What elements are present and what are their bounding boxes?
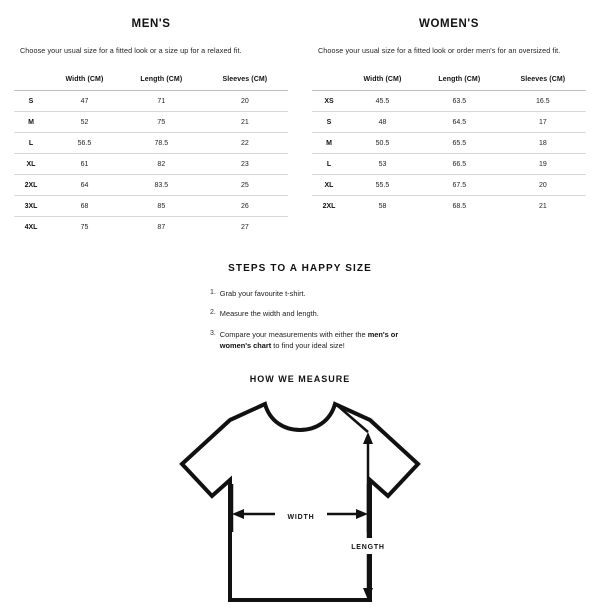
sleeves-value: 22: [202, 133, 288, 154]
width-value: 52: [48, 112, 121, 133]
width-arrow-head-right: [356, 509, 368, 519]
size-label: XS: [312, 91, 346, 112]
steps-section: [0, 263, 600, 359]
shirt-diagram-holder: [0, 392, 600, 607]
mens-description: Choose your usual size for a fitted look or a size up for a relaxed fit.: [20, 46, 242, 55]
sleeves-value: 21: [500, 196, 586, 217]
size-label: S: [312, 112, 346, 133]
size-label: L: [312, 154, 346, 175]
womens-header-sleeves: Sleeves (CM): [520, 76, 566, 84]
womens-table: [312, 71, 586, 216]
width-value: 55.5: [346, 175, 419, 196]
length-value: 64.5: [419, 112, 500, 133]
measure-title: HOW WE MEASURE: [249, 373, 351, 384]
sleeves-value: 26: [202, 196, 288, 217]
sleeves-value: 16.5: [500, 91, 586, 112]
list-item: [202, 288, 398, 299]
mens-title: MEN'S: [131, 18, 171, 30]
table-row: [14, 112, 288, 133]
length-value: 82: [121, 154, 202, 175]
table-header-row: [14, 71, 288, 91]
size-label: L: [14, 133, 48, 154]
width-value: 50.5: [346, 133, 419, 154]
sleeves-value: 17: [500, 112, 586, 133]
width-value: 61: [48, 154, 121, 175]
mens-header-sleeves: Sleeves (CM): [222, 76, 268, 84]
length-value: 66.5: [419, 154, 500, 175]
step-text-before: Compare your measurements with either the: [219, 329, 368, 339]
length-arrow-head-top: [363, 432, 373, 444]
length-value: 87: [121, 217, 202, 238]
length-value: 75: [121, 112, 202, 133]
length-label: LENGTH: [351, 543, 385, 551]
steps-list: [202, 288, 398, 359]
mens-header-size: [14, 71, 48, 91]
sleeves-value: 23: [202, 154, 288, 175]
length-value: 65.5: [419, 133, 500, 154]
mens-chart-link[interactable]: men's or: [367, 329, 399, 339]
sleeves-value: 20: [500, 175, 586, 196]
mens-size-chart: [14, 18, 288, 237]
width-arrow-head-left: [232, 509, 244, 519]
steps-title: STEPS TO A HAPPY SIZE: [228, 263, 372, 275]
womens-chart-link[interactable]: women's chart: [219, 340, 272, 350]
tshirt-outline: [182, 404, 418, 600]
list-item: [202, 329, 398, 351]
step-number: 1.: [209, 289, 216, 297]
size-label: 4XL: [14, 217, 48, 238]
size-charts: [0, 18, 600, 237]
width-value: 48: [346, 112, 419, 133]
size-label: 2XL: [14, 175, 48, 196]
length-value: 63.5: [419, 91, 500, 112]
step-text: Grab your favourite t-shirt.: [219, 289, 306, 299]
width-value: 53: [346, 154, 419, 175]
width-value: 56.5: [48, 133, 121, 154]
table-row: [14, 154, 288, 175]
table-row: [14, 133, 288, 154]
table-header-row: [312, 71, 586, 91]
womens-title: WOMEN'S: [419, 18, 479, 30]
length-value: 71: [121, 91, 202, 112]
mens-header-length: Length (CM): [140, 76, 183, 84]
table-row: [14, 91, 288, 112]
length-value: 78.5: [121, 133, 202, 154]
sleeves-value: 27: [202, 217, 288, 238]
table-row: [312, 133, 586, 154]
width-value: 75: [48, 217, 121, 238]
tshirt-diagram: [170, 392, 430, 607]
size-label: M: [14, 112, 48, 133]
womens-header-length: Length (CM): [438, 76, 481, 84]
table-row: [14, 217, 288, 238]
womens-size-chart: [312, 18, 586, 237]
width-value: 45.5: [346, 91, 419, 112]
mens-table: [14, 71, 288, 237]
width-value: 58: [346, 196, 419, 217]
length-value: 67.5: [419, 175, 500, 196]
length-value: 85: [121, 196, 202, 217]
sleeves-value: 18: [500, 133, 586, 154]
size-label: XL: [14, 154, 48, 175]
table-row: [14, 196, 288, 217]
womens-description: Choose your usual size for a fitted look or order men's for an oversized fit.: [318, 46, 561, 55]
size-label: S: [14, 91, 48, 112]
width-label: WIDTH: [287, 513, 315, 521]
table-row: [312, 196, 586, 217]
size-label: M: [312, 133, 346, 154]
size-label: 3XL: [14, 196, 48, 217]
sleeves-value: 21: [202, 112, 288, 133]
list-item: [202, 308, 398, 319]
womens-header-size: [312, 71, 346, 91]
mens-header-width: Width (CM): [65, 76, 104, 84]
table-row: [14, 175, 288, 196]
width-value: 47: [48, 91, 121, 112]
length-value: 68.5: [419, 196, 500, 217]
table-row: [312, 154, 586, 175]
step-number: 3.: [209, 329, 216, 337]
sleeves-value: 20: [202, 91, 288, 112]
sleeves-value: 25: [202, 175, 288, 196]
measure-section: [0, 374, 600, 607]
width-value: 64: [48, 175, 121, 196]
table-row: [312, 175, 586, 196]
length-value: 83.5: [121, 175, 202, 196]
step-text-after: to find your ideal size!: [271, 340, 345, 350]
size-label: XL: [312, 175, 346, 196]
womens-header-width: Width (CM): [363, 76, 402, 84]
table-row: [312, 112, 586, 133]
table-row: [312, 91, 586, 112]
size-label: 2XL: [312, 196, 346, 217]
sleeves-value: 19: [500, 154, 586, 175]
width-value: 68: [48, 196, 121, 217]
step-number: 2.: [209, 309, 216, 317]
step-text: Measure the width and length.: [219, 309, 319, 319]
